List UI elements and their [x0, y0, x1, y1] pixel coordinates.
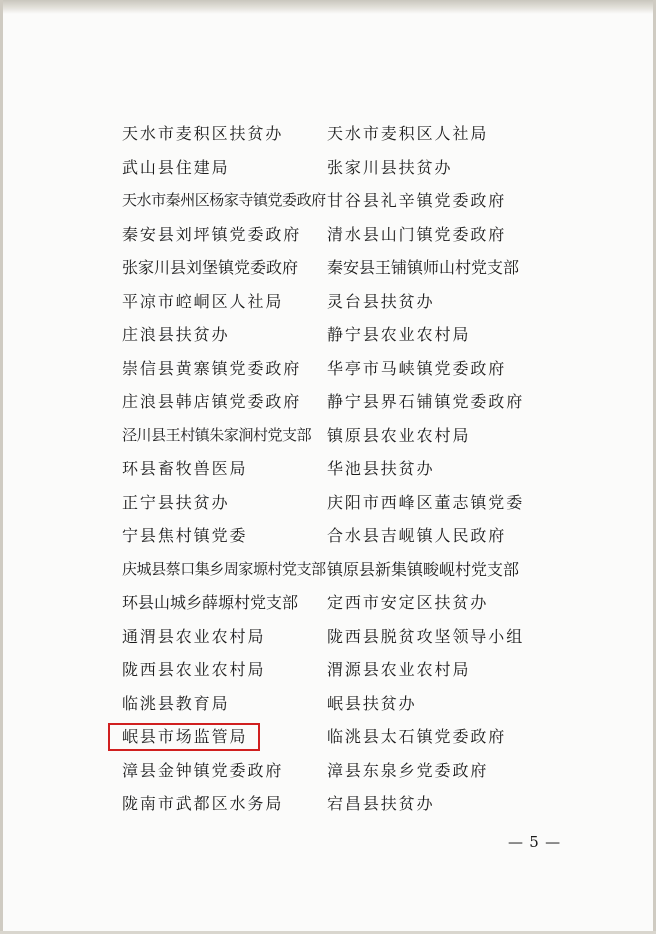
list-row	[120, 318, 560, 352]
unit-name-left: 陇西县农业农村局	[122, 660, 266, 679]
list-row	[120, 687, 560, 721]
unit-name-left: 庆城县蔡口集乡周家塬村党支部	[122, 559, 326, 578]
list-row	[120, 352, 560, 386]
unit-name-right: 漳县东泉乡党委政府	[327, 760, 489, 780]
unit-name-right: 甘谷县礼辛镇党委政府	[327, 191, 507, 210]
unit-name-right: 张家川县扶贫办	[327, 157, 453, 177]
unit-name-right: 华亭市马峡镇党委政府	[327, 358, 507, 378]
unit-name-right: 定西市安定区扶贫办	[327, 593, 489, 612]
unit-name-right: 天水市麦积区人社局	[327, 124, 489, 143]
unit-name-right: 静宁县农业农村局	[327, 325, 471, 344]
list-row	[120, 754, 560, 788]
list-row	[120, 519, 560, 553]
list-row	[120, 452, 560, 486]
unit-name-right: 岷县扶贫办	[327, 693, 417, 713]
list-row	[120, 218, 560, 252]
unit-name-left: 平凉市崆峒区人社局	[122, 291, 284, 311]
unit-name-left: 环县畜牧兽医局	[122, 459, 248, 478]
list-row	[120, 620, 560, 654]
page-number: — 5 —	[508, 833, 561, 851]
unit-name-left: 庄浪县韩店镇党委政府	[122, 392, 302, 411]
unit-name-left: 临洮县教育局	[122, 693, 230, 713]
unit-name-right: 合水县吉岘镇人民政府	[327, 526, 507, 545]
list-row	[120, 553, 560, 587]
unit-name-left: 天水市麦积区扶贫办	[122, 124, 284, 143]
unit-name-right: 镇原县农业农村局	[327, 425, 471, 445]
list-row	[120, 586, 560, 620]
scan-edge-left	[0, 0, 3, 934]
unit-name-right: 清水县山门镇党委政府	[327, 224, 507, 244]
list-row-highlighted	[120, 720, 560, 754]
scan-edge-top	[0, 0, 656, 14]
unit-name-right: 庆阳市西峰区董志镇党委	[327, 492, 525, 512]
unit-name-right: 秦安县王铺镇师山村党支部	[327, 258, 520, 277]
list-row	[120, 117, 560, 151]
unit-name-left: 庄浪县扶贫办	[122, 325, 230, 344]
unit-name-left: 通渭县农业农村局	[122, 626, 266, 646]
unit-name-left: 正宁县扶贫办	[122, 492, 230, 512]
unit-name-left: 张家川县刘堡镇党委政府	[122, 258, 299, 277]
unit-name-left: 环县山城乡薛塬村党支部	[122, 593, 299, 612]
list-row	[120, 419, 560, 453]
list-row	[120, 653, 560, 687]
list-row	[120, 285, 560, 319]
unit-name-right: 渭源县农业农村局	[327, 660, 471, 679]
list-row	[120, 184, 560, 218]
list-row	[120, 151, 560, 185]
unit-name-left: 秦安县刘坪镇党委政府	[122, 224, 302, 244]
unit-name-right: 静宁县界石铺镇党委政府	[327, 392, 525, 411]
unit-name-left: 泾川县王村镇朱家涧村党支部	[122, 425, 312, 444]
list-row	[120, 251, 560, 285]
unit-name-left-highlighted: 岷县市场监管局	[122, 727, 248, 746]
unit-name-left: 天水市秦州区杨家寺镇党委政府	[122, 191, 326, 209]
unit-name-right: 镇原县新集镇畯岘村党支部	[327, 559, 520, 579]
unit-name-right: 临洮县太石镇党委政府	[327, 727, 507, 746]
unit-name-right: 灵台县扶贫办	[327, 291, 435, 311]
unit-name-left: 崇信县黄寨镇党委政府	[122, 358, 302, 378]
unit-name-left: 漳县金钟镇党委政府	[122, 760, 284, 780]
unit-list	[120, 117, 560, 821]
unit-name-right: 华池县扶贫办	[327, 459, 435, 478]
unit-name-right: 陇西县脱贫攻坚领导小组	[327, 626, 525, 646]
unit-name-right: 宕昌县扶贫办	[327, 794, 435, 813]
list-row	[120, 385, 560, 419]
unit-name-left: 宁县焦村镇党委	[122, 526, 248, 545]
unit-name-left: 陇南市武都区水务局	[122, 794, 284, 813]
list-row	[120, 787, 560, 821]
list-row	[120, 486, 560, 520]
unit-name-left: 武山县住建局	[122, 157, 230, 177]
